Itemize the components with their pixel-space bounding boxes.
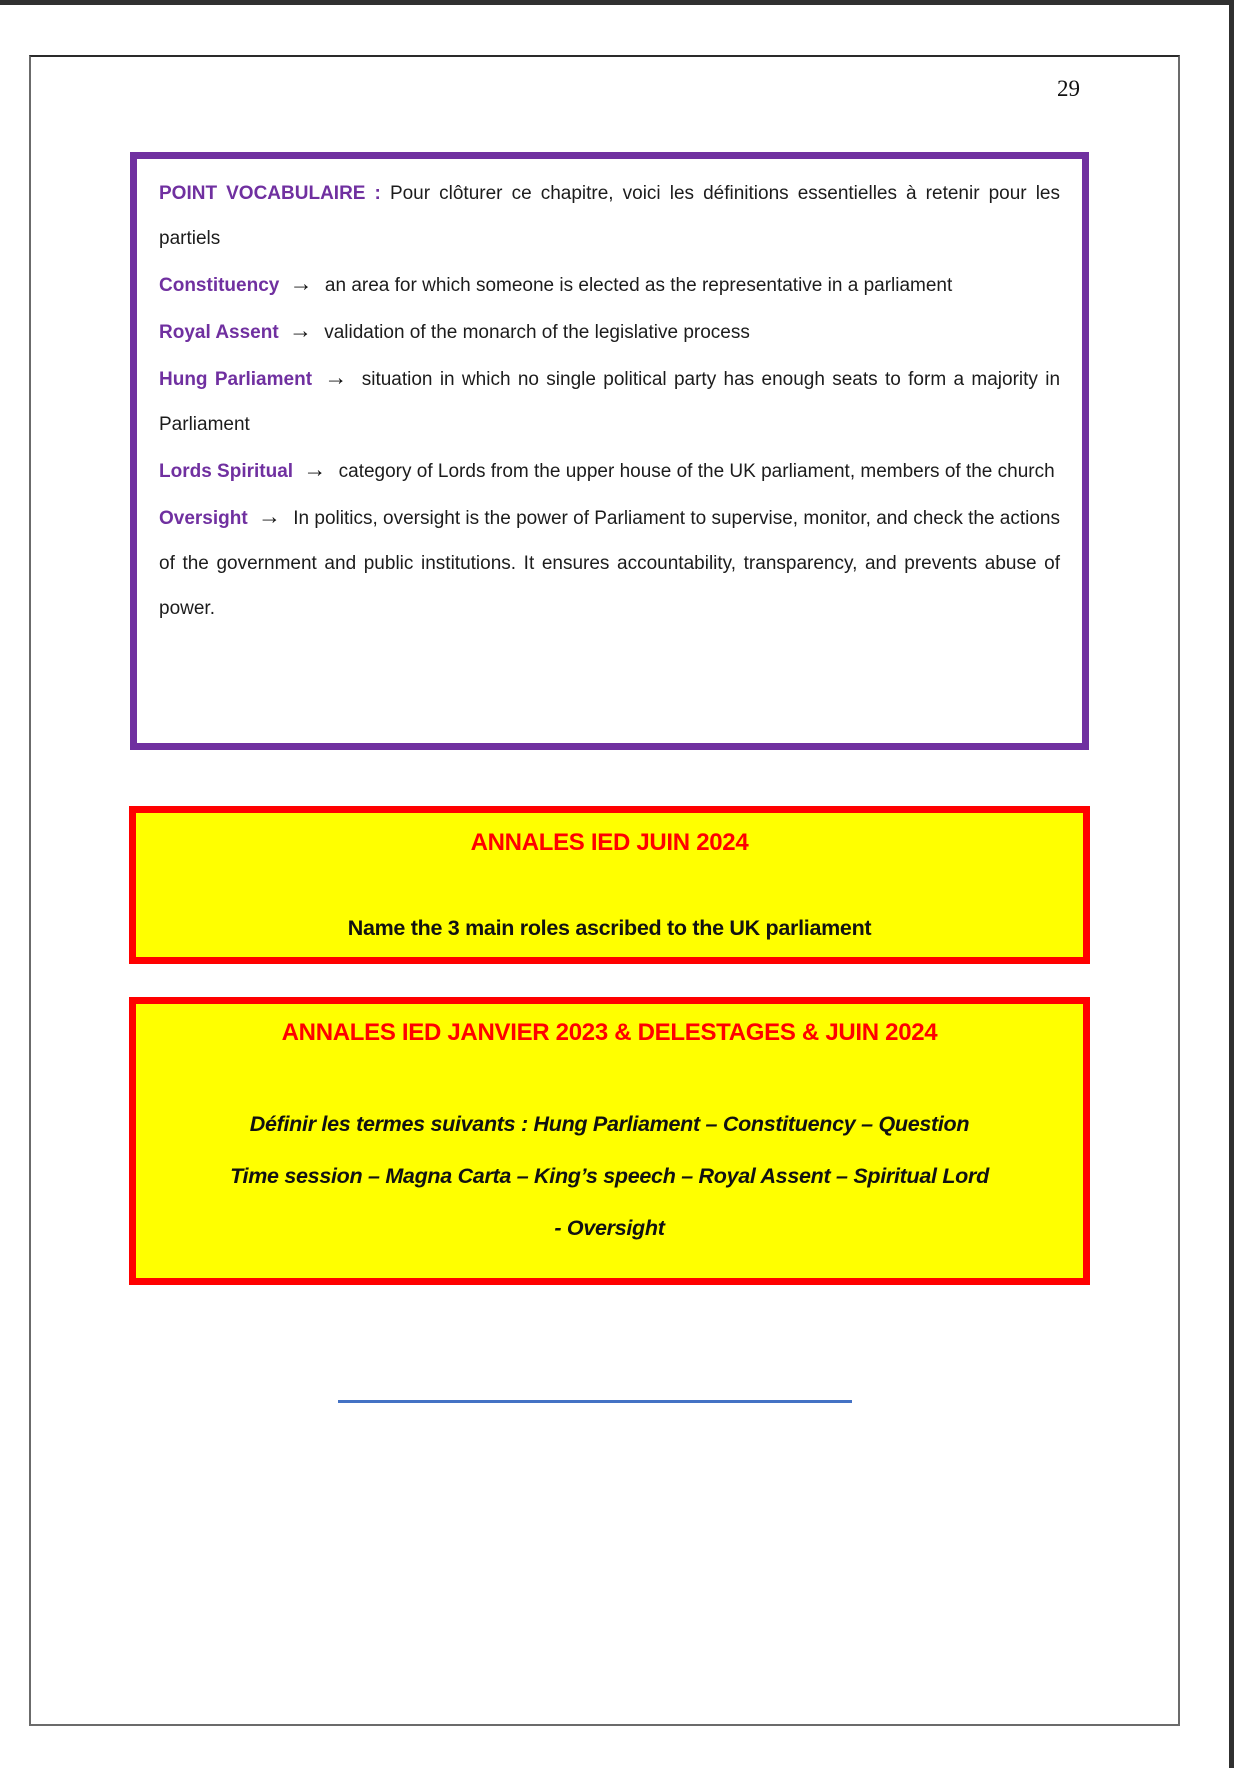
vocab-entry bbox=[159, 308, 1060, 355]
page-number: 29 bbox=[1057, 76, 1080, 101]
vocabulary-box bbox=[130, 152, 1089, 750]
vocab-definition: situation in which no single political party has enough seats to form a majority in Parliament bbox=[159, 369, 1061, 435]
vocab-definition: category of Lords from the upper house of the UK parliament, members of the church bbox=[338, 461, 1055, 482]
vocab-term: Hung Parliament bbox=[159, 369, 313, 390]
vocab-entry bbox=[159, 261, 1060, 308]
annales-janvier-box bbox=[129, 997, 1090, 1285]
right-arrow-icon: → bbox=[289, 270, 313, 296]
terms-line: Time session – Magna Carta – King’s speech – Royal Assent – Spiritual Lord bbox=[230, 1164, 989, 1188]
viewer-edge-right bbox=[1229, 0, 1234, 1768]
annales-juin-title: ANNALES IED JUIN 2024 bbox=[470, 829, 749, 856]
annales-janvier-terms bbox=[136, 1098, 1083, 1254]
vocab-definition: validation of the monarch of the legislative process bbox=[324, 322, 750, 343]
vocab-entry bbox=[159, 355, 1060, 447]
right-arrow-icon: → bbox=[288, 317, 312, 343]
viewer-edge-top bbox=[0, 0, 1234, 5]
vocab-entry bbox=[159, 494, 1060, 631]
vocab-intro bbox=[159, 171, 1060, 261]
right-arrow-icon: → bbox=[257, 503, 281, 529]
vocab-term: Constituency bbox=[159, 275, 280, 296]
vocab-term: Oversight bbox=[159, 508, 248, 529]
vocab-entry bbox=[159, 447, 1060, 494]
right-arrow-icon: → bbox=[324, 364, 348, 390]
vocab-term: Royal Assent bbox=[159, 322, 279, 343]
vocab-definition: an area for which someone is elected as the representative in a parliament bbox=[324, 275, 953, 296]
vocab-definition: In politics, oversight is the power of Parliament to supervise, monitor, and check the actions of the government and public institutions. It ensures accountability, transparency, and prevents abuse of power. bbox=[159, 508, 1060, 619]
annales-juin-question: Name the 3 main roles ascribed to the UK parliament bbox=[347, 916, 872, 940]
annales-janvier-title: ANNALES IED JANVIER 2023 & DELESTAGES & JUIN 2024 bbox=[281, 1019, 938, 1046]
terms-line: - Oversight bbox=[554, 1216, 665, 1240]
horizontal-rule bbox=[338, 1400, 852, 1403]
right-arrow-icon: → bbox=[303, 456, 327, 482]
vocab-intro-text: Pour clôturer ce chapitre, voici les définitions essentielles à retenir pour les partiels bbox=[159, 183, 1060, 249]
terms-line: Définir les termes suivants : Hung Parliament – Constituency – Question bbox=[249, 1112, 970, 1136]
vocab-term: Lords Spiritual bbox=[159, 461, 294, 482]
vocab-intro-lead: POINT VOCABULAIRE : bbox=[159, 183, 381, 204]
annales-juin-box bbox=[129, 806, 1090, 964]
